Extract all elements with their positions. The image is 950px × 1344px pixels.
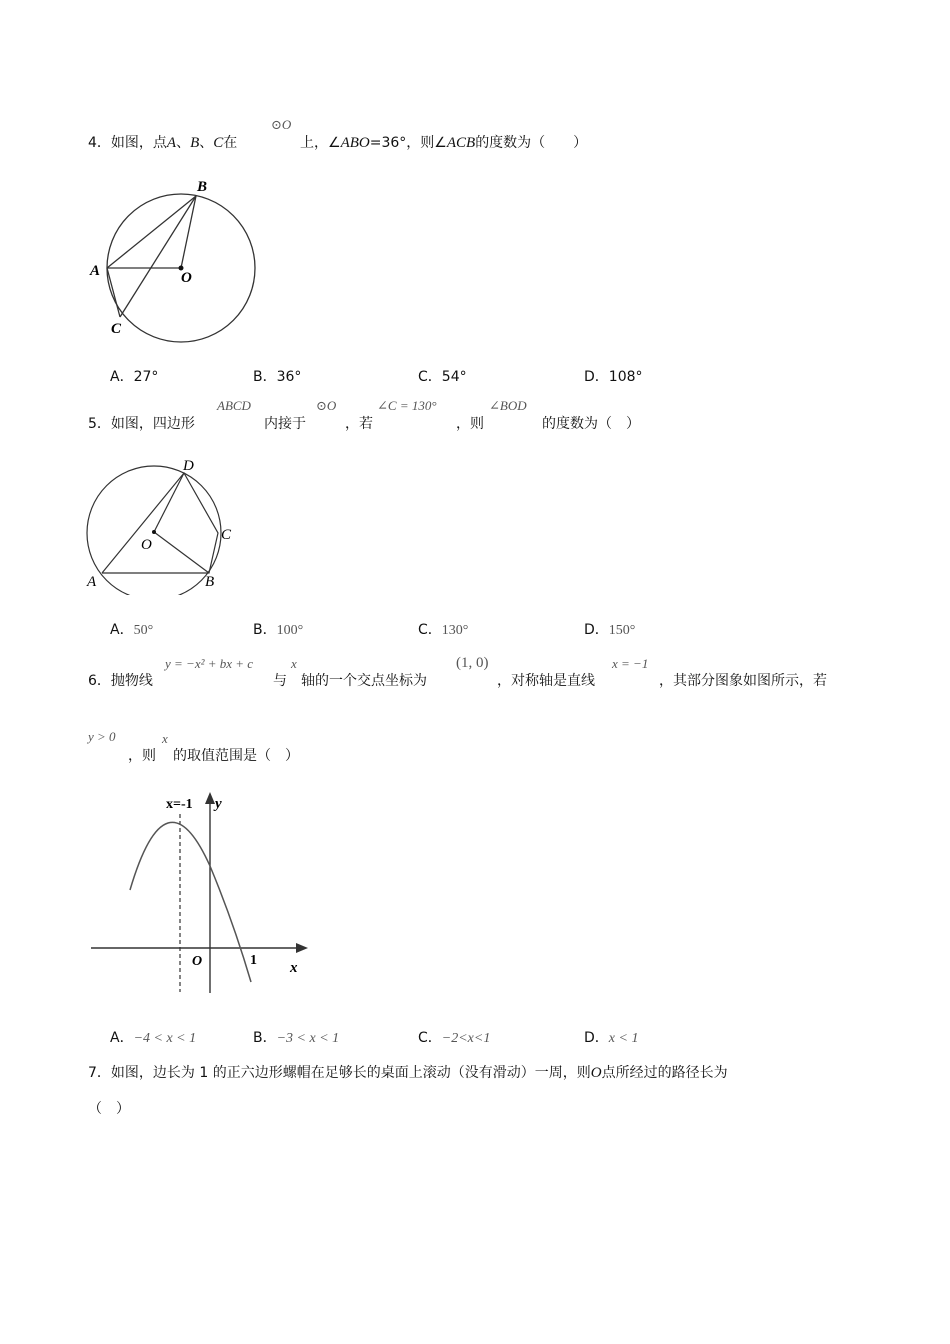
q6-option-d-value: x < 1 <box>608 1031 639 1046</box>
q4-option-c[interactable] <box>418 366 467 386</box>
q6-parabola <box>130 822 251 982</box>
q6-option-c[interactable] <box>418 1027 490 1047</box>
q6-text-5: ，其部分图象如图所示，若 <box>659 673 827 689</box>
q5-option-b-letter: B． <box>253 622 277 638</box>
q4-label-c: C <box>111 321 122 337</box>
q6-text-4: ，对称轴是直线 <box>497 673 595 689</box>
q6-text-1: 抛物线 <box>110 673 153 689</box>
q7-number: 7． <box>88 1065 111 1081</box>
q5-text-3: ，若 <box>345 416 373 432</box>
q4-text-2: 在 <box>223 135 238 151</box>
q5-option-b[interactable] <box>253 619 303 639</box>
q5-label-a: A <box>87 574 97 590</box>
q5-stem-1 <box>88 413 195 433</box>
q6-text-2: 与 <box>273 673 287 689</box>
q4-point-a: A <box>166 135 177 151</box>
q6-option-c-value: −2<x<1 <box>441 1031 491 1046</box>
q4-option-d[interactable] <box>584 366 643 386</box>
q4-sep-1: 、 <box>176 135 191 151</box>
q6-label-y: y <box>215 796 222 812</box>
q6-x-var: x <box>291 656 297 671</box>
q6-axis-equation: x = −1 <box>612 656 649 671</box>
q6-x-axis-arrow <box>296 943 308 953</box>
q6-label-x: x <box>290 960 298 976</box>
q7-stem-1 <box>88 1062 728 1082</box>
q4-stem-2 <box>300 132 587 152</box>
q5-option-c[interactable] <box>418 619 468 639</box>
q6-option-a-value: −4 < x < 1 <box>133 1031 197 1046</box>
q6-text-6: ，则 <box>128 748 156 764</box>
q5-quadrilateral <box>102 473 218 573</box>
q5-option-c-value: 130° <box>441 623 469 638</box>
q4-text-3: 上，∠ <box>300 135 341 151</box>
q5-text-2: 内接于 <box>264 416 306 432</box>
q6-text-7: 的取值范围是（ ） <box>173 748 299 764</box>
q6-figure <box>88 786 318 996</box>
q4-option-b-letter: B． <box>253 369 277 385</box>
q4-option-d-letter: D． <box>584 369 609 385</box>
q4-segment-ac <box>107 268 120 317</box>
q6-condition: y > 0 <box>88 729 116 744</box>
q5-figure <box>82 455 252 595</box>
q5-option-d-letter: D． <box>584 622 609 638</box>
q6-label-axis-line: x=-1 <box>166 797 193 812</box>
q4-circle-o: ⊙O <box>271 117 292 132</box>
q6-option-b-value: −3 < x < 1 <box>276 1031 340 1046</box>
q5-label-d: D <box>183 458 194 474</box>
q4-option-b[interactable] <box>253 366 301 386</box>
q7-text-1: 如图，边长为 1 的正六边形螺帽在足够长的桌面上滚动（没有滑动）一周，则 <box>110 1065 591 1081</box>
q5-option-a[interactable] <box>110 619 153 639</box>
q4-sep-2: 、 <box>199 135 214 151</box>
q6-x-var-2: x <box>162 731 168 746</box>
q6-point: (1, 0) <box>456 655 489 671</box>
q4-text-5: 的度数为（ ） <box>475 135 588 151</box>
q4-text-1: 如图，点 <box>110 135 167 151</box>
q5-option-d-value: 150° <box>608 623 636 638</box>
q5-circle-o: ⊙O <box>316 398 337 413</box>
q6-option-d-letter: D． <box>584 1030 609 1046</box>
q5-text-4: ，则 <box>456 416 484 432</box>
q6-text-3: 轴的一个交点坐标为 <box>301 673 427 689</box>
q4-label-a: A <box>90 263 101 279</box>
q7-text-2: 点所经过的路径长为 <box>601 1065 728 1081</box>
q4-option-a-value: 27° <box>133 369 159 385</box>
q4-point-b: B <box>190 135 200 151</box>
q5-center-dot <box>152 530 156 534</box>
q4-segment-cb <box>120 196 196 317</box>
q6-option-a[interactable] <box>110 1027 196 1047</box>
q4-option-c-letter: C． <box>418 369 442 385</box>
q6-number: 6． <box>88 673 111 689</box>
q4-option-d-value: 108° <box>608 369 643 385</box>
q5-segment-od <box>154 473 184 532</box>
q4-figure <box>85 172 265 347</box>
q4-point-c: C <box>213 135 224 151</box>
q5-text-1: 如图，四边形 <box>110 416 195 432</box>
q6-option-b[interactable] <box>253 1027 339 1047</box>
q6-option-c-letter: C． <box>418 1030 442 1046</box>
q5-target-angle: ∠BOD <box>489 398 527 413</box>
q5-segment-ob <box>154 532 209 573</box>
q5-label-b: B <box>205 574 215 590</box>
q4-text-4: =36°，则∠ <box>369 135 447 151</box>
q4-angle-abo: ABO <box>340 135 370 151</box>
q5-option-a-value: 50° <box>133 623 154 638</box>
q4-option-b-value: 36° <box>276 369 302 385</box>
q5-text-5: 的度数为（ ） <box>542 416 640 432</box>
q5-option-b-value: 100° <box>276 623 304 638</box>
q4-option-a[interactable] <box>110 366 158 386</box>
q4-number: 4． <box>88 135 111 151</box>
q4-label-b: B <box>197 179 208 195</box>
q6-option-d[interactable] <box>584 1027 638 1047</box>
q4-option-a-letter: A． <box>110 369 134 385</box>
q4-option-c-value: 54° <box>441 369 467 385</box>
q6-label-o: O <box>192 954 203 969</box>
q6-equation: y = −x² + bx + c <box>165 656 254 671</box>
q5-quad: ABCD <box>217 398 251 413</box>
q7-answer-blank: （ ） <box>88 1101 130 1117</box>
q6-option-b-letter: B． <box>253 1030 277 1046</box>
q6-option-a-letter: A． <box>110 1030 134 1046</box>
q6-y-axis-arrow <box>205 792 215 804</box>
q5-label-o: O <box>141 537 152 553</box>
q5-condition: ∠C = 130° <box>377 398 437 413</box>
q5-option-c-letter: C． <box>418 622 442 638</box>
q6-stem-1 <box>88 670 153 690</box>
q6-label-one: 1 <box>250 953 257 968</box>
q5-option-a-letter: A． <box>110 622 134 638</box>
q7-point-o: O <box>590 1065 602 1081</box>
q4-stem <box>88 132 237 152</box>
q5-label-c: C <box>221 527 232 543</box>
q5-option-d[interactable] <box>584 619 635 639</box>
q4-label-o: O <box>181 270 192 286</box>
q5-number: 5． <box>88 416 111 432</box>
q4-angle-acb: ACB <box>446 135 476 151</box>
